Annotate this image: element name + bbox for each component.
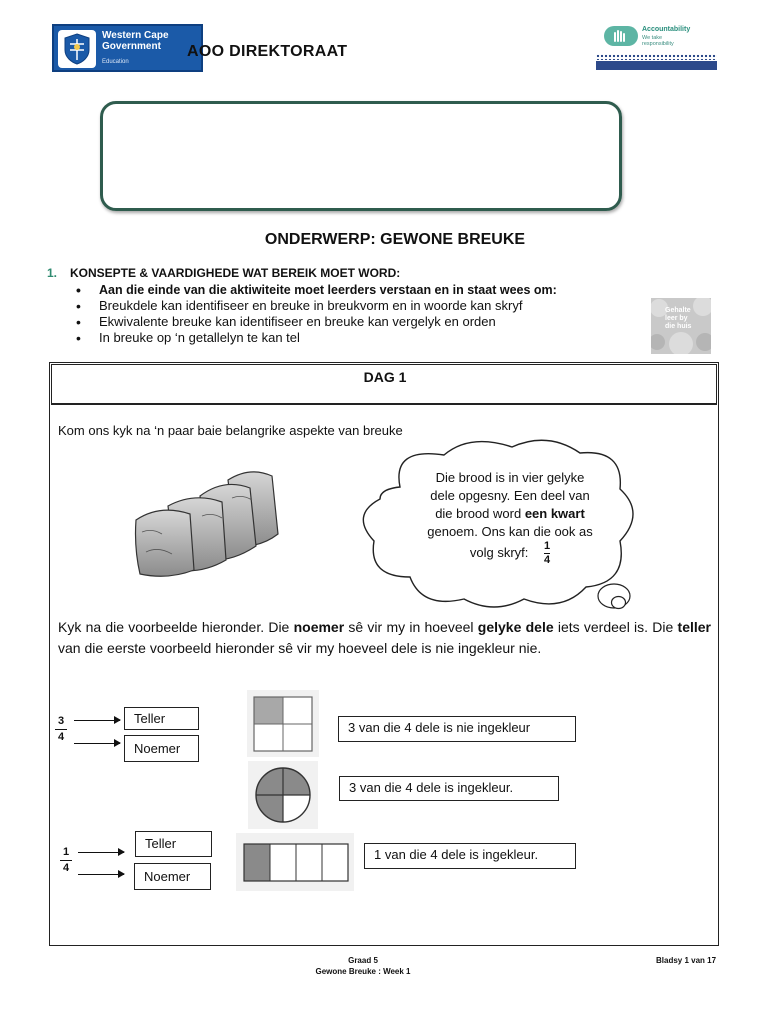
list-item: • Aan die einde van die aktiwiteite moet leerders verstaan en in staat wees om: — [76, 282, 656, 298]
cloud-text: Die brood is in vier gelyke dele opgesny. Een deel van die brood word een kwart genoem. Ons kan die ook as volg skryf: $\frac{1}{4}$ — [427, 470, 593, 566]
page-number: Bladsy 1 van 17 — [656, 956, 717, 965]
arrow-to-teller — [78, 852, 124, 853]
day-header — [51, 364, 717, 405]
teller-label: Teller — [124, 707, 199, 730]
list-item: • Breukdele kan identifiseer en breuke in breukvorm en in woorde kan skryf — [76, 298, 656, 314]
day-title: DAG 1 — [363, 369, 407, 385]
concepts-heading: KONSEPTE & VAARDIGHEDE WAT BEREIK MOET WORD: — [70, 266, 401, 280]
fraction-three-quarters: 3 4 — [55, 716, 67, 743]
coat-of-arms-icon — [58, 30, 96, 68]
list-item: • Ekwivalente breuke kan identifiseer en breuke kan vergelyk en orden — [76, 314, 656, 330]
circle-four-parts — [254, 766, 312, 824]
accountability-hand-icon — [604, 26, 638, 46]
thought-bubble — [610, 595, 627, 610]
intro-text: Kom ons kyk na ‘n paar baie belangrike aspekte van breuke — [58, 423, 403, 438]
description-box: 1 van die 4 dele is ingekleur. — [364, 843, 576, 869]
teller-label: Teller — [135, 831, 212, 857]
name-box — [100, 101, 622, 211]
accountability-subtitle: We take responsibility — [642, 35, 674, 47]
square-four-parts — [253, 696, 313, 752]
noemer-label: Noemer — [134, 863, 211, 890]
logo-wordmark: Western Cape Government — [102, 30, 169, 52]
description-box: 3 van die 4 dele is ingekleur. — [339, 776, 559, 801]
subject-heading: ONDERWERP: GEWONE BREUKE — [264, 231, 526, 248]
decorative-bar — [596, 61, 717, 70]
explanation-paragraph: Kyk na die voorbeelde hieronder. Die noemer sê vir my in hoeveel gelyke dele iets verdeel is. Die teller van die eerste voorbeeld hieronder sê vir my hoeveel dele is nie ingekleur nie. — [58, 619, 712, 656]
badge-text: Gehalte leer by die huis — [665, 307, 692, 330]
arrow-to-teller — [74, 720, 120, 721]
sliced-bread-illustration — [132, 462, 282, 580]
noemer-label: Noemer — [124, 735, 199, 762]
arrow-to-noemer — [78, 874, 124, 875]
fraction-one-quarter: 1 4 — [60, 847, 72, 874]
logo-department: Education — [102, 59, 129, 65]
quality-learning-badge — [651, 298, 711, 354]
bar-four-parts — [243, 843, 349, 882]
section-number: 1. — [47, 266, 58, 280]
page-header-title: AOO DIREKTORAAT — [187, 43, 348, 60]
one-quarter-fraction: $\frac{1}{4}$ — [544, 540, 551, 566]
concepts-list — [76, 282, 656, 346]
footer-info: Graad 5 Gewone Breuke : Week 1 — [315, 956, 411, 976]
decorative-dot-band — [596, 54, 717, 60]
description-box: 3 van die 4 dele is nie ingekleur — [338, 716, 576, 742]
accountability-logo — [596, 24, 717, 71]
accountability-title: Accountability — [642, 26, 691, 33]
western-cape-government-logo — [52, 24, 203, 72]
list-item: • In breuke op ‘n getallelyn te kan tel — [76, 330, 656, 346]
arrow-to-noemer — [74, 743, 120, 744]
